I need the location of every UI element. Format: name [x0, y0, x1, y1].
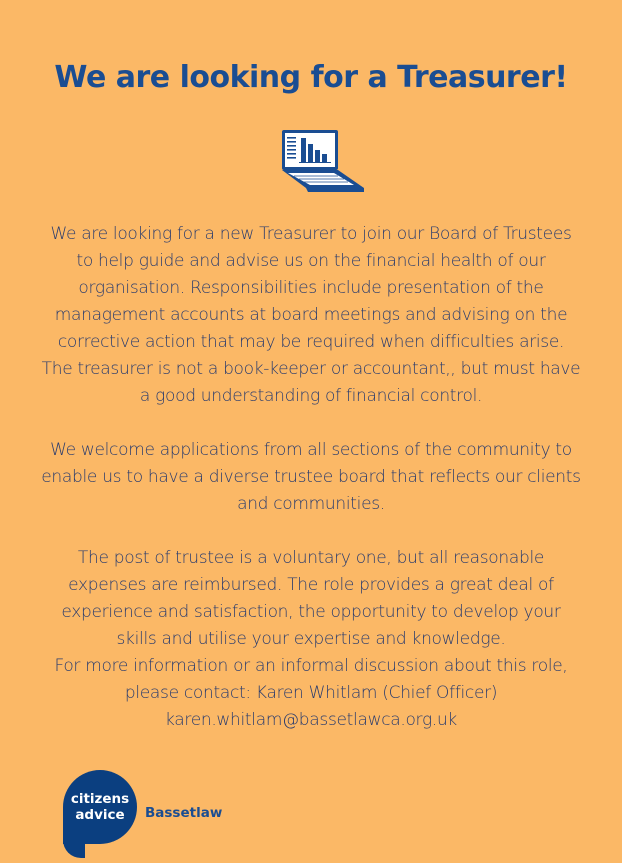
paragraph-voluntary: The post of trustee is a voluntary one, but all reasonable expenses are reimbursed. The role provides a great deal of experience and satisfaction, the opportunity to develop your skills and utilise your expertise and knowledge.	[61, 548, 561, 649]
logo-line2: advice	[75, 807, 125, 823]
paragraph-contact: For more information or an informal discussion about this role, please contact: Karen Whitlam (Chief Officer)	[54, 656, 568, 703]
citizens-advice-logo	[63, 770, 137, 844]
body-text	[40, 221, 582, 734]
paragraph-role-description: We are looking for a new Treasurer to join our Board of Trustees to help guide and advise us on the financial health of our organisation. Responsibilities include presentation of the management accounts at board meetings and advising on the corrective action that may be required when difficulties arise. The treasurer is not a book-keeper or accountant,, but must have a good understanding of financial control.	[41, 224, 581, 406]
laptop-chart-icon	[276, 128, 368, 198]
paragraph-diversity: We welcome applications from all sections of the community to enable us to have a diverse trustee board that reflects our clients and communities.	[41, 440, 581, 514]
page-title: We are looking for a Treasurer!	[54, 60, 568, 95]
logo-line1: citizens	[70, 791, 130, 807]
logo-location: Bassetlaw	[145, 805, 223, 821]
contact-email[interactable]: karen.whitlam@bassetlawca.org.uk	[165, 710, 457, 730]
